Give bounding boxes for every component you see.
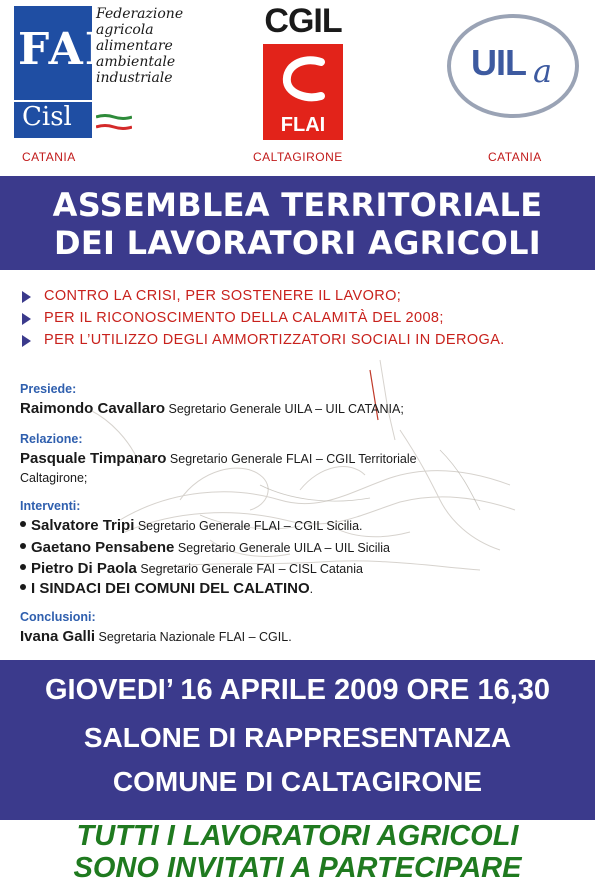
interventi-label: Interventi: <box>20 499 81 513</box>
relazione-entry <box>20 450 580 468</box>
person-role: Segretario Generale UILA – UIL CATANIA; <box>165 402 404 416</box>
interventi-item <box>20 539 390 557</box>
cgil-logo-word: CGIL <box>264 2 342 40</box>
objective-item <box>22 310 592 332</box>
event-date: GIOVEDI’ 16 APRILE 2009 ORE 16,30 <box>44 674 551 706</box>
bullet-dot-icon <box>20 543 26 549</box>
swoosh-icon <box>273 50 333 110</box>
event-venue-town: COMUNE DI CALTAGIRONE <box>112 766 483 797</box>
fai-name-line: industriale <box>96 70 173 86</box>
event-details-band <box>0 660 595 820</box>
conclusioni-label: Conclusioni: <box>20 610 96 624</box>
bullet-dot-icon <box>20 521 26 527</box>
presiede-entry <box>20 400 580 418</box>
fai-name-line: ambientale <box>96 54 176 70</box>
triangle-bullet-icon <box>22 313 31 325</box>
fai-full-name <box>96 6 206 86</box>
person-role: . <box>309 582 314 596</box>
objective-text: CONTRO LA CRISI, PER SOSTENERE IL LAVORO; <box>44 288 402 304</box>
person-role: Segretario Generale FAI – CISL Catania <box>136 562 363 576</box>
title-line: DEI LAVORATORI AGRICOLI <box>54 224 541 262</box>
interventi-item <box>20 517 363 535</box>
triangle-bullet-icon <box>22 335 31 347</box>
person-role: Segretario Generale UILA – UIL Sicilia <box>174 541 391 555</box>
title-band <box>0 176 595 270</box>
fai-logo-letters: FAI <box>18 24 108 75</box>
cgil-flai-logo <box>253 2 353 140</box>
city-label-uila: CATANIA <box>488 150 542 164</box>
fai-name-line: Federazione <box>96 6 184 22</box>
uila-logo <box>447 14 583 122</box>
bullet-dot-icon <box>20 564 26 570</box>
fai-name-line: alimentare <box>96 38 173 54</box>
person-name: Gaetano Pensabene <box>31 539 175 556</box>
objective-text: PER IL RICONOSCIMENTO DELLA CALAMITÀ DEL 2008; <box>44 310 444 326</box>
interventi-item <box>20 560 363 578</box>
italian-flag-icon <box>96 114 132 130</box>
cgil-logo-flai: FLAI <box>280 114 326 136</box>
invitation-line: TUTTI I LAVORATORI AGRICOLI <box>76 820 519 852</box>
objective-item <box>22 288 592 310</box>
relazione-label: Relazione: <box>20 432 83 446</box>
person-name: I SINDACI DEI COMUNI DEL CALATINO <box>31 580 310 597</box>
interventi-item <box>20 580 313 598</box>
person-role-cont: Caltagirone; <box>20 471 88 485</box>
person-name: Raimondo Cavallaro <box>20 400 166 417</box>
uila-logo-a: a <box>533 52 553 90</box>
logos-header <box>0 0 595 172</box>
objectives-list <box>22 288 592 354</box>
title-line: ASSEMBLEA TERRITORIALE <box>52 186 543 224</box>
person-name: Pasquale Timpanaro <box>20 450 167 467</box>
objective-text: PER L’UTILIZZO DEGLI AMMORTIZZATORI SOCIALI IN DEROGA. <box>44 332 505 348</box>
person-role: Segretario Generale FLAI – CGIL Sicilia. <box>134 519 363 533</box>
fai-cisl-logo <box>14 6 108 136</box>
relazione-entry-cont <box>20 469 580 487</box>
conclusioni-entry <box>20 628 580 646</box>
uila-logo-text: UIL <box>471 42 526 83</box>
presiede-label: Presiede: <box>20 382 77 396</box>
invitation-line: SONO INVITATI A PARTECIPARE <box>73 852 522 884</box>
person-name: Pietro Di Paola <box>31 560 137 577</box>
city-label-fai: CATANIA <box>22 150 76 164</box>
fai-name-line: agricola <box>96 22 154 38</box>
person-role: Segretario Generale FLAI – CGIL Territoriale <box>166 452 417 466</box>
bullet-dot-icon <box>20 584 26 590</box>
person-role: Segretaria Nazionale FLAI – CGIL. <box>95 630 292 644</box>
triangle-bullet-icon <box>22 291 31 303</box>
fai-logo-cisl: Cisl <box>22 102 72 132</box>
program-section <box>0 270 595 660</box>
event-venue: SALONE DI RAPPRESENTANZA <box>83 722 512 753</box>
objective-item <box>22 332 592 354</box>
person-name: Ivana Galli <box>20 628 96 645</box>
city-label-cgil: CALTAGIRONE <box>253 150 343 164</box>
person-name: Salvatore Tripi <box>31 517 135 534</box>
